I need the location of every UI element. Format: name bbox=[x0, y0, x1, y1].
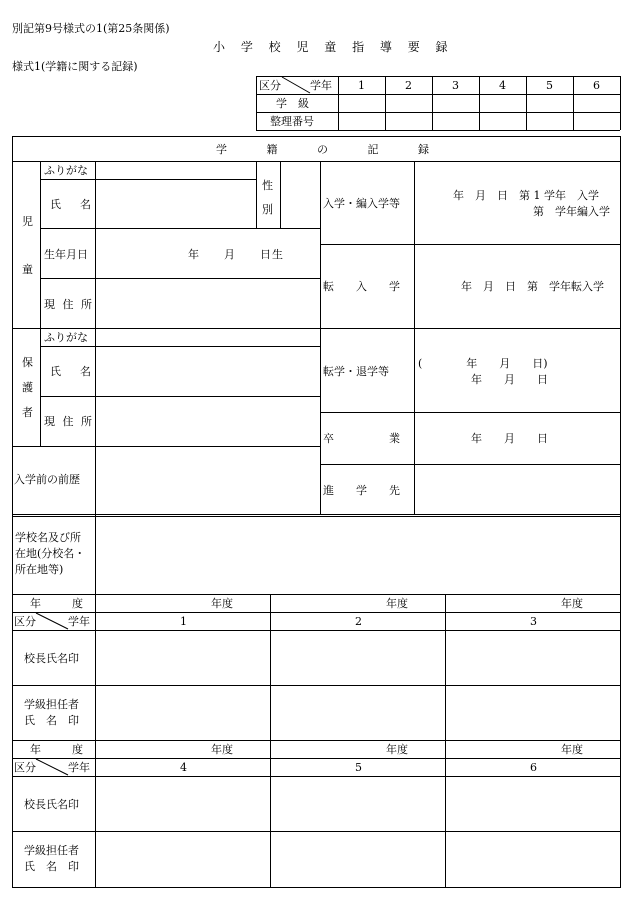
kubun-label: 区分 bbox=[259, 79, 281, 92]
number-label: 整理番号 bbox=[270, 115, 314, 128]
grade-col-4: 4 bbox=[180, 761, 187, 774]
transfer-out-value-2: 年 月 日 bbox=[471, 373, 548, 386]
address-label: 現 住 所 bbox=[44, 298, 94, 311]
year-label-bottom: 年 度 bbox=[30, 743, 86, 756]
child-label-2: 童 bbox=[22, 263, 33, 276]
grade-header-1: 1 bbox=[358, 79, 365, 92]
grade-header-2: 2 bbox=[405, 79, 412, 92]
year-value-5: 年度 bbox=[386, 743, 408, 756]
record-heading: 学 籍 の 記 録 bbox=[216, 143, 447, 156]
entry-label: 入学・編入学等 bbox=[323, 197, 400, 210]
grade-col-3: 3 bbox=[530, 615, 537, 628]
guardian-label-2: 護 bbox=[22, 381, 33, 394]
form-label: 様式1(学籍に関する記録) bbox=[12, 60, 138, 73]
gakunen-label: 学年 bbox=[310, 79, 332, 92]
class-label: 学 級 bbox=[276, 97, 309, 110]
furigana-label: ふりがな bbox=[44, 164, 88, 177]
teacher-label-top-2: 氏 名 印 bbox=[24, 714, 79, 727]
guardian-label-1: 保 bbox=[22, 356, 33, 369]
grade-col-2: 2 bbox=[355, 615, 362, 628]
child-label-1: 児 bbox=[22, 215, 33, 228]
transfer-out-label: 転学・退学等 bbox=[323, 365, 389, 378]
grade-header-3: 3 bbox=[452, 79, 459, 92]
entry-value-2: 第 学年編入学 bbox=[533, 205, 610, 218]
teacher-label-bottom-1: 学級担任者 bbox=[24, 844, 79, 857]
gakunen-label-bottom: 学年 bbox=[68, 761, 90, 774]
year-label-top: 年 度 bbox=[30, 597, 86, 610]
birthdate-value: 年 月 日生 bbox=[188, 248, 284, 261]
form-title: 小 学 校 児 童 指 導 要 録 bbox=[213, 40, 454, 54]
gakunen-label-top: 学年 bbox=[68, 615, 90, 628]
grade-col-6: 6 bbox=[530, 761, 537, 774]
grade-header-4: 4 bbox=[499, 79, 506, 92]
appendix-note: 別記第9号様式の1(第25条関係) bbox=[12, 22, 170, 35]
name-label: 氏 名 bbox=[50, 198, 95, 211]
graduation-label: 卒 業 bbox=[323, 432, 400, 445]
guardian-address-label: 現 住 所 bbox=[44, 415, 94, 428]
birthdate-label: 生年月日 bbox=[44, 248, 88, 261]
grade-header-6: 6 bbox=[593, 79, 600, 92]
school-name-label-2: 在地(分校名・ bbox=[15, 547, 86, 560]
principal-label-bottom: 校長氏名印 bbox=[24, 798, 79, 811]
grade-col-5: 5 bbox=[355, 761, 362, 774]
entry-value-1: 年 月 日 第 1 学年 入学 bbox=[453, 189, 599, 202]
grade-header-5: 5 bbox=[546, 79, 553, 92]
kubun-label-top: 区分 bbox=[14, 615, 36, 628]
year-value-6: 年度 bbox=[561, 743, 583, 756]
teacher-label-top-1: 学級担任者 bbox=[24, 698, 79, 711]
next-school-label: 進 学 先 bbox=[323, 484, 400, 497]
sex-label-1: 性 bbox=[262, 179, 273, 192]
teacher-label-bottom-2: 氏 名 印 bbox=[24, 860, 79, 873]
transfer-in-label: 転 入 学 bbox=[323, 280, 400, 293]
pre-entry-label: 入学前の前歴 bbox=[14, 473, 80, 486]
grade-col-1: 1 bbox=[180, 615, 187, 628]
year-value-4: 年度 bbox=[211, 743, 233, 756]
principal-label-top: 校長氏名印 bbox=[24, 652, 79, 665]
year-value-2: 年度 bbox=[386, 597, 408, 610]
guardian-furigana-label: ふりがな bbox=[44, 331, 88, 344]
transfer-out-value-1: ( 年 月 日) bbox=[418, 357, 548, 370]
sex-label-2: 別 bbox=[262, 203, 273, 216]
year-value-1: 年度 bbox=[211, 597, 233, 610]
school-name-label-1: 学校名及び所 bbox=[15, 531, 81, 544]
transfer-in-value: 年 月 日 第 学年転入学 bbox=[461, 280, 604, 293]
school-name-label-3: 所在地等) bbox=[15, 563, 64, 576]
graduation-value: 年 月 日 bbox=[471, 432, 548, 445]
guardian-label-3: 者 bbox=[22, 406, 33, 419]
kubun-label-bottom: 区分 bbox=[14, 761, 36, 774]
year-value-3: 年度 bbox=[561, 597, 583, 610]
guardian-name-label: 氏 名 bbox=[50, 365, 95, 378]
